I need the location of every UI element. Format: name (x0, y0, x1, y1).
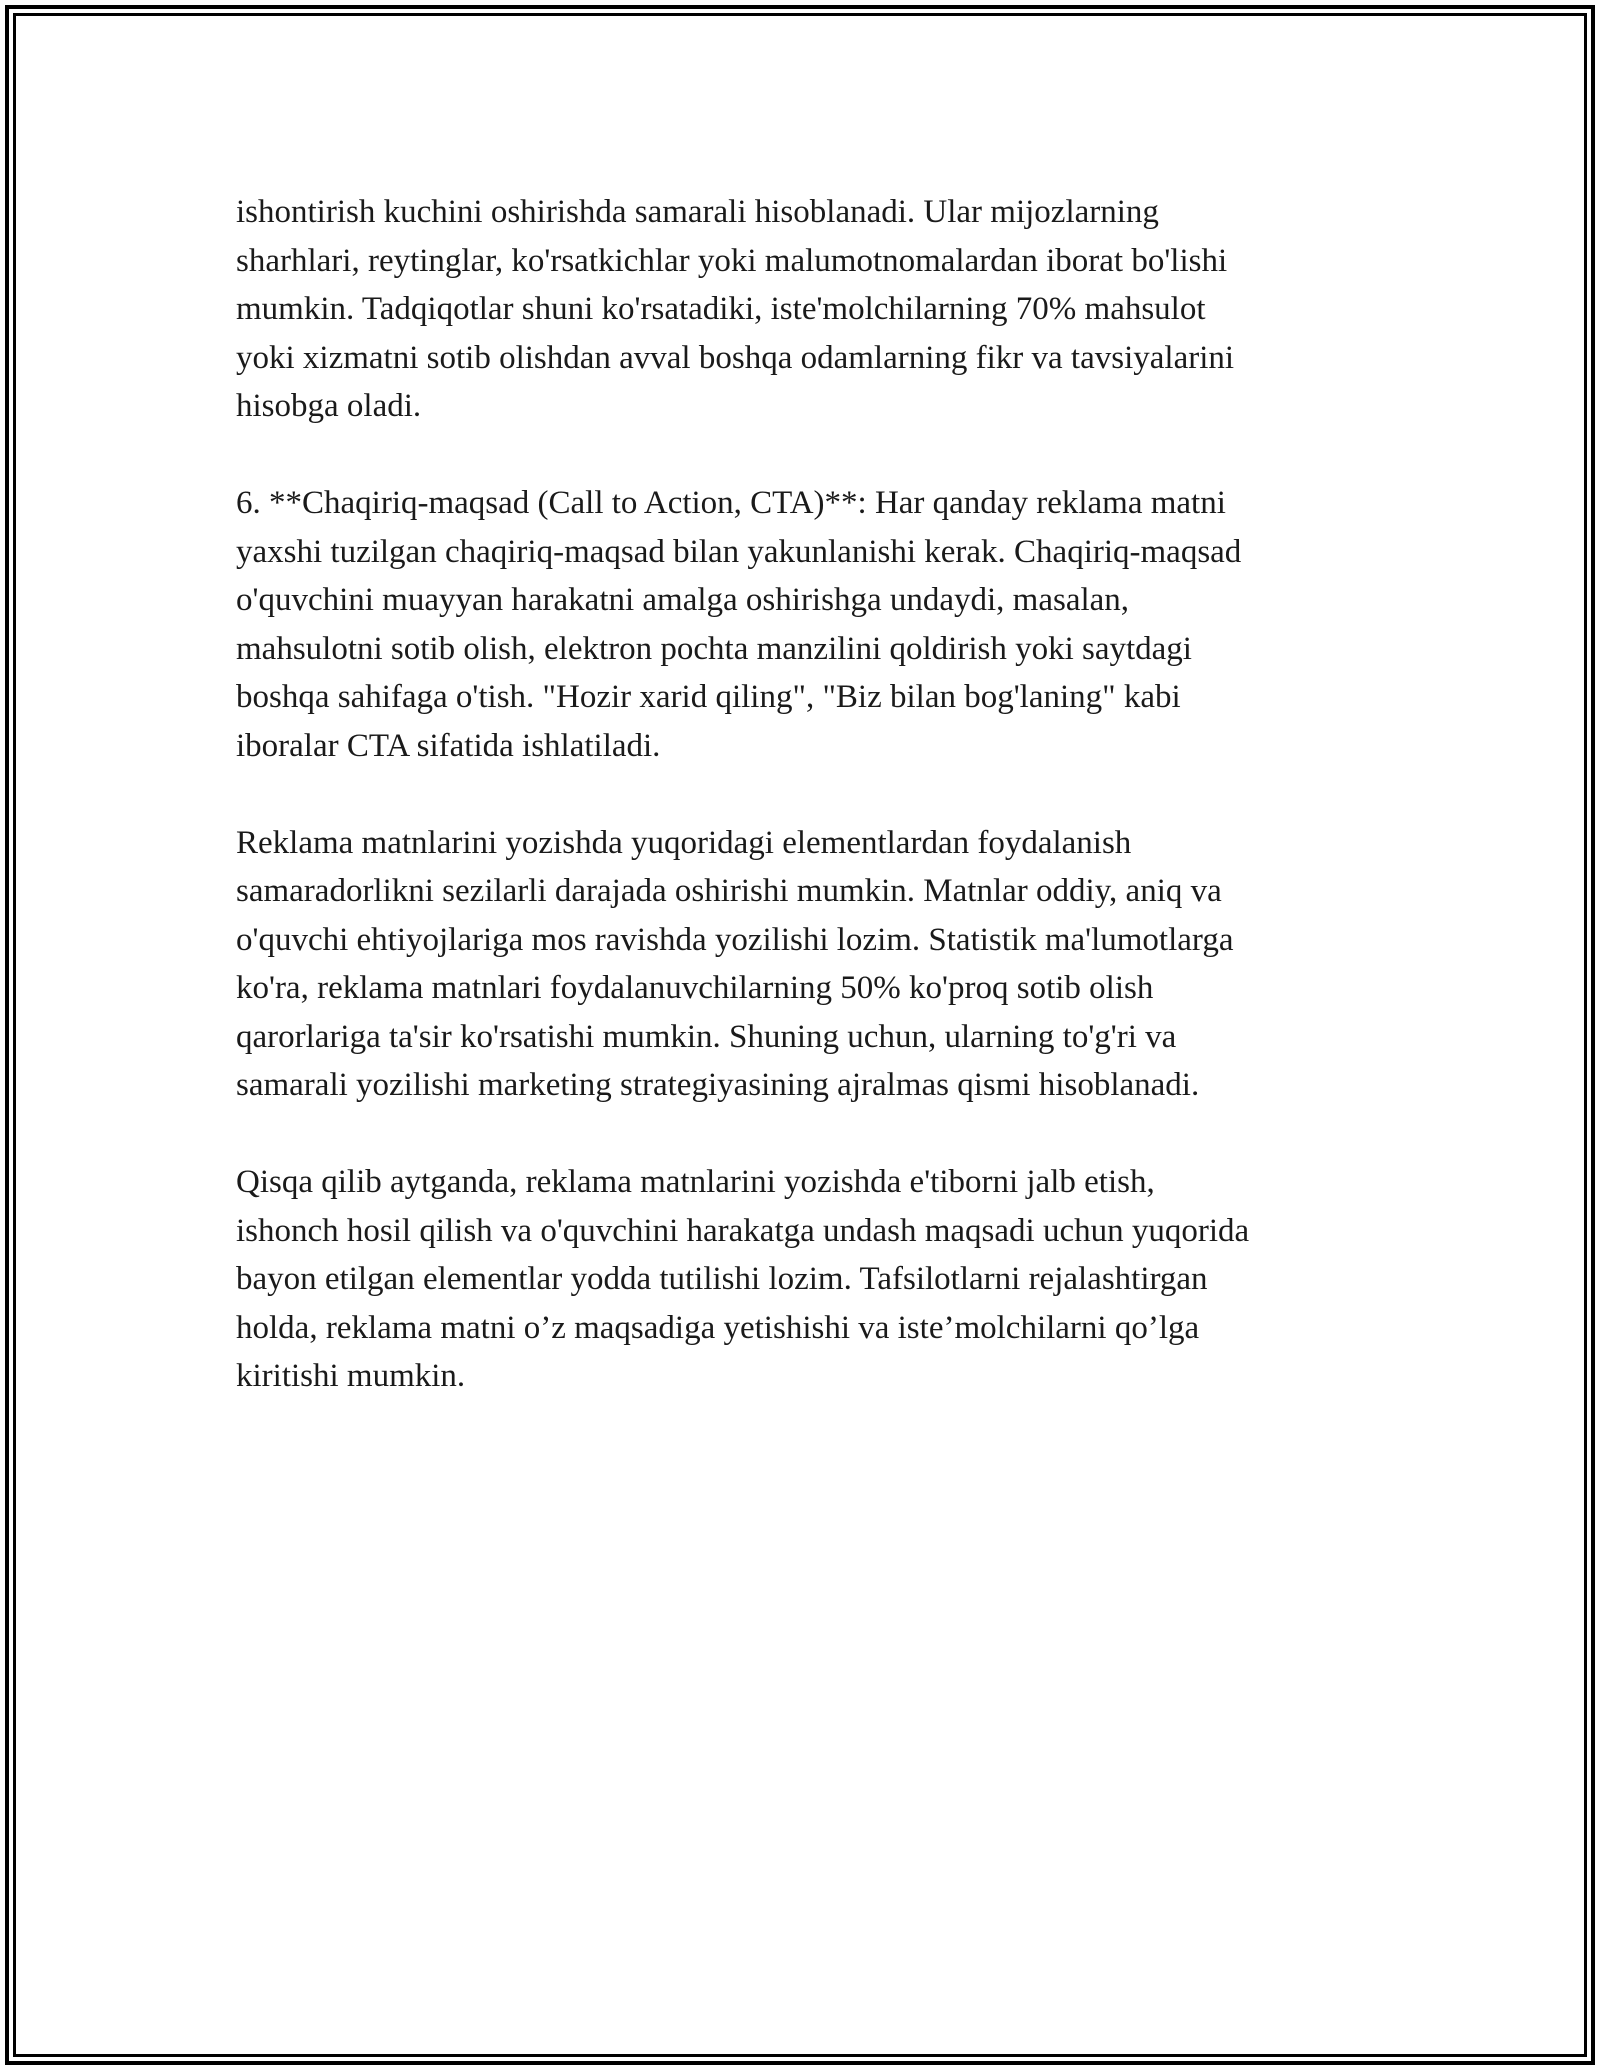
paragraph-social-proof: ishontirish kuchini oshirishda samarali hisoblanadi. Ular mijozlarning sharhlari, reytinglar, ko'rsatkichlar yoki malumotnomalardan iborat bo'lishi mumkin. Tadqiqotlar shuni ko'rsatadiki, iste'molchilarning 70% mahsulot yoki xizmatni sotib olishdan avval boshqa odamlarning fikr va tavsiyalarini hisobga oladi. (236, 194, 1235, 424)
document-body (236, 188, 1406, 1449)
paragraph-conclusion: Qisqa qilib aytganda, reklama matnlarini yozishda e'tiborni jalb etish, ishonch hosil qilish va o'quvchini harakatga undash maqsadi uchun yuqorida bayon etilgan elementlar yodda tutilishi lozim. Tafsilotlarni rejalashtirgan holda, reklama matni o’z maqsadiga yetishishi va iste’molchilarni qo’lga kiritishi mumkin. (236, 1164, 1250, 1394)
paragraph-effectiveness: Reklama matnlarini yozishda yuqoridagi elementlardan foydalanish samaradorlikni sezilarli darajada oshirishi mumkin. Matnlar oddiy, aniq va o'quvchi ehtiyojlariga mos ravishda yozilishi lozim. Statistik ma'lumotlarga ko'ra, reklama matnlari foydalanuvchilarning 50% ko'proq sotib olish qarorlariga ta'sir ko'rsatishi mumkin. Shuning uchun, ularning to'g'ri va samarali yozilishi marketing strategiyasining ajralmas qismi hisoblanadi. (236, 824, 1234, 1103)
paragraph-call-to-action: 6. **Chaqiriq-maqsad (Call to Action, CTA)**: Har qanday reklama matni yaxshi tuzilgan chaqiriq-maqsad bilan yakunlanishi kerak. Chaqiriq-maqsad o'quvchini muayyan harakatni amalga oshirishga undaydi, masalan, mahsulotni sotib olish, elektron pochta manzilini qoldirish yoki saytdagi boshqa sahifaga o'tish. "Hozir xarid qiling", "Biz bilan bog'laning" kabi iboralar CTA sifatida ishlatiladi. (236, 485, 1242, 764)
